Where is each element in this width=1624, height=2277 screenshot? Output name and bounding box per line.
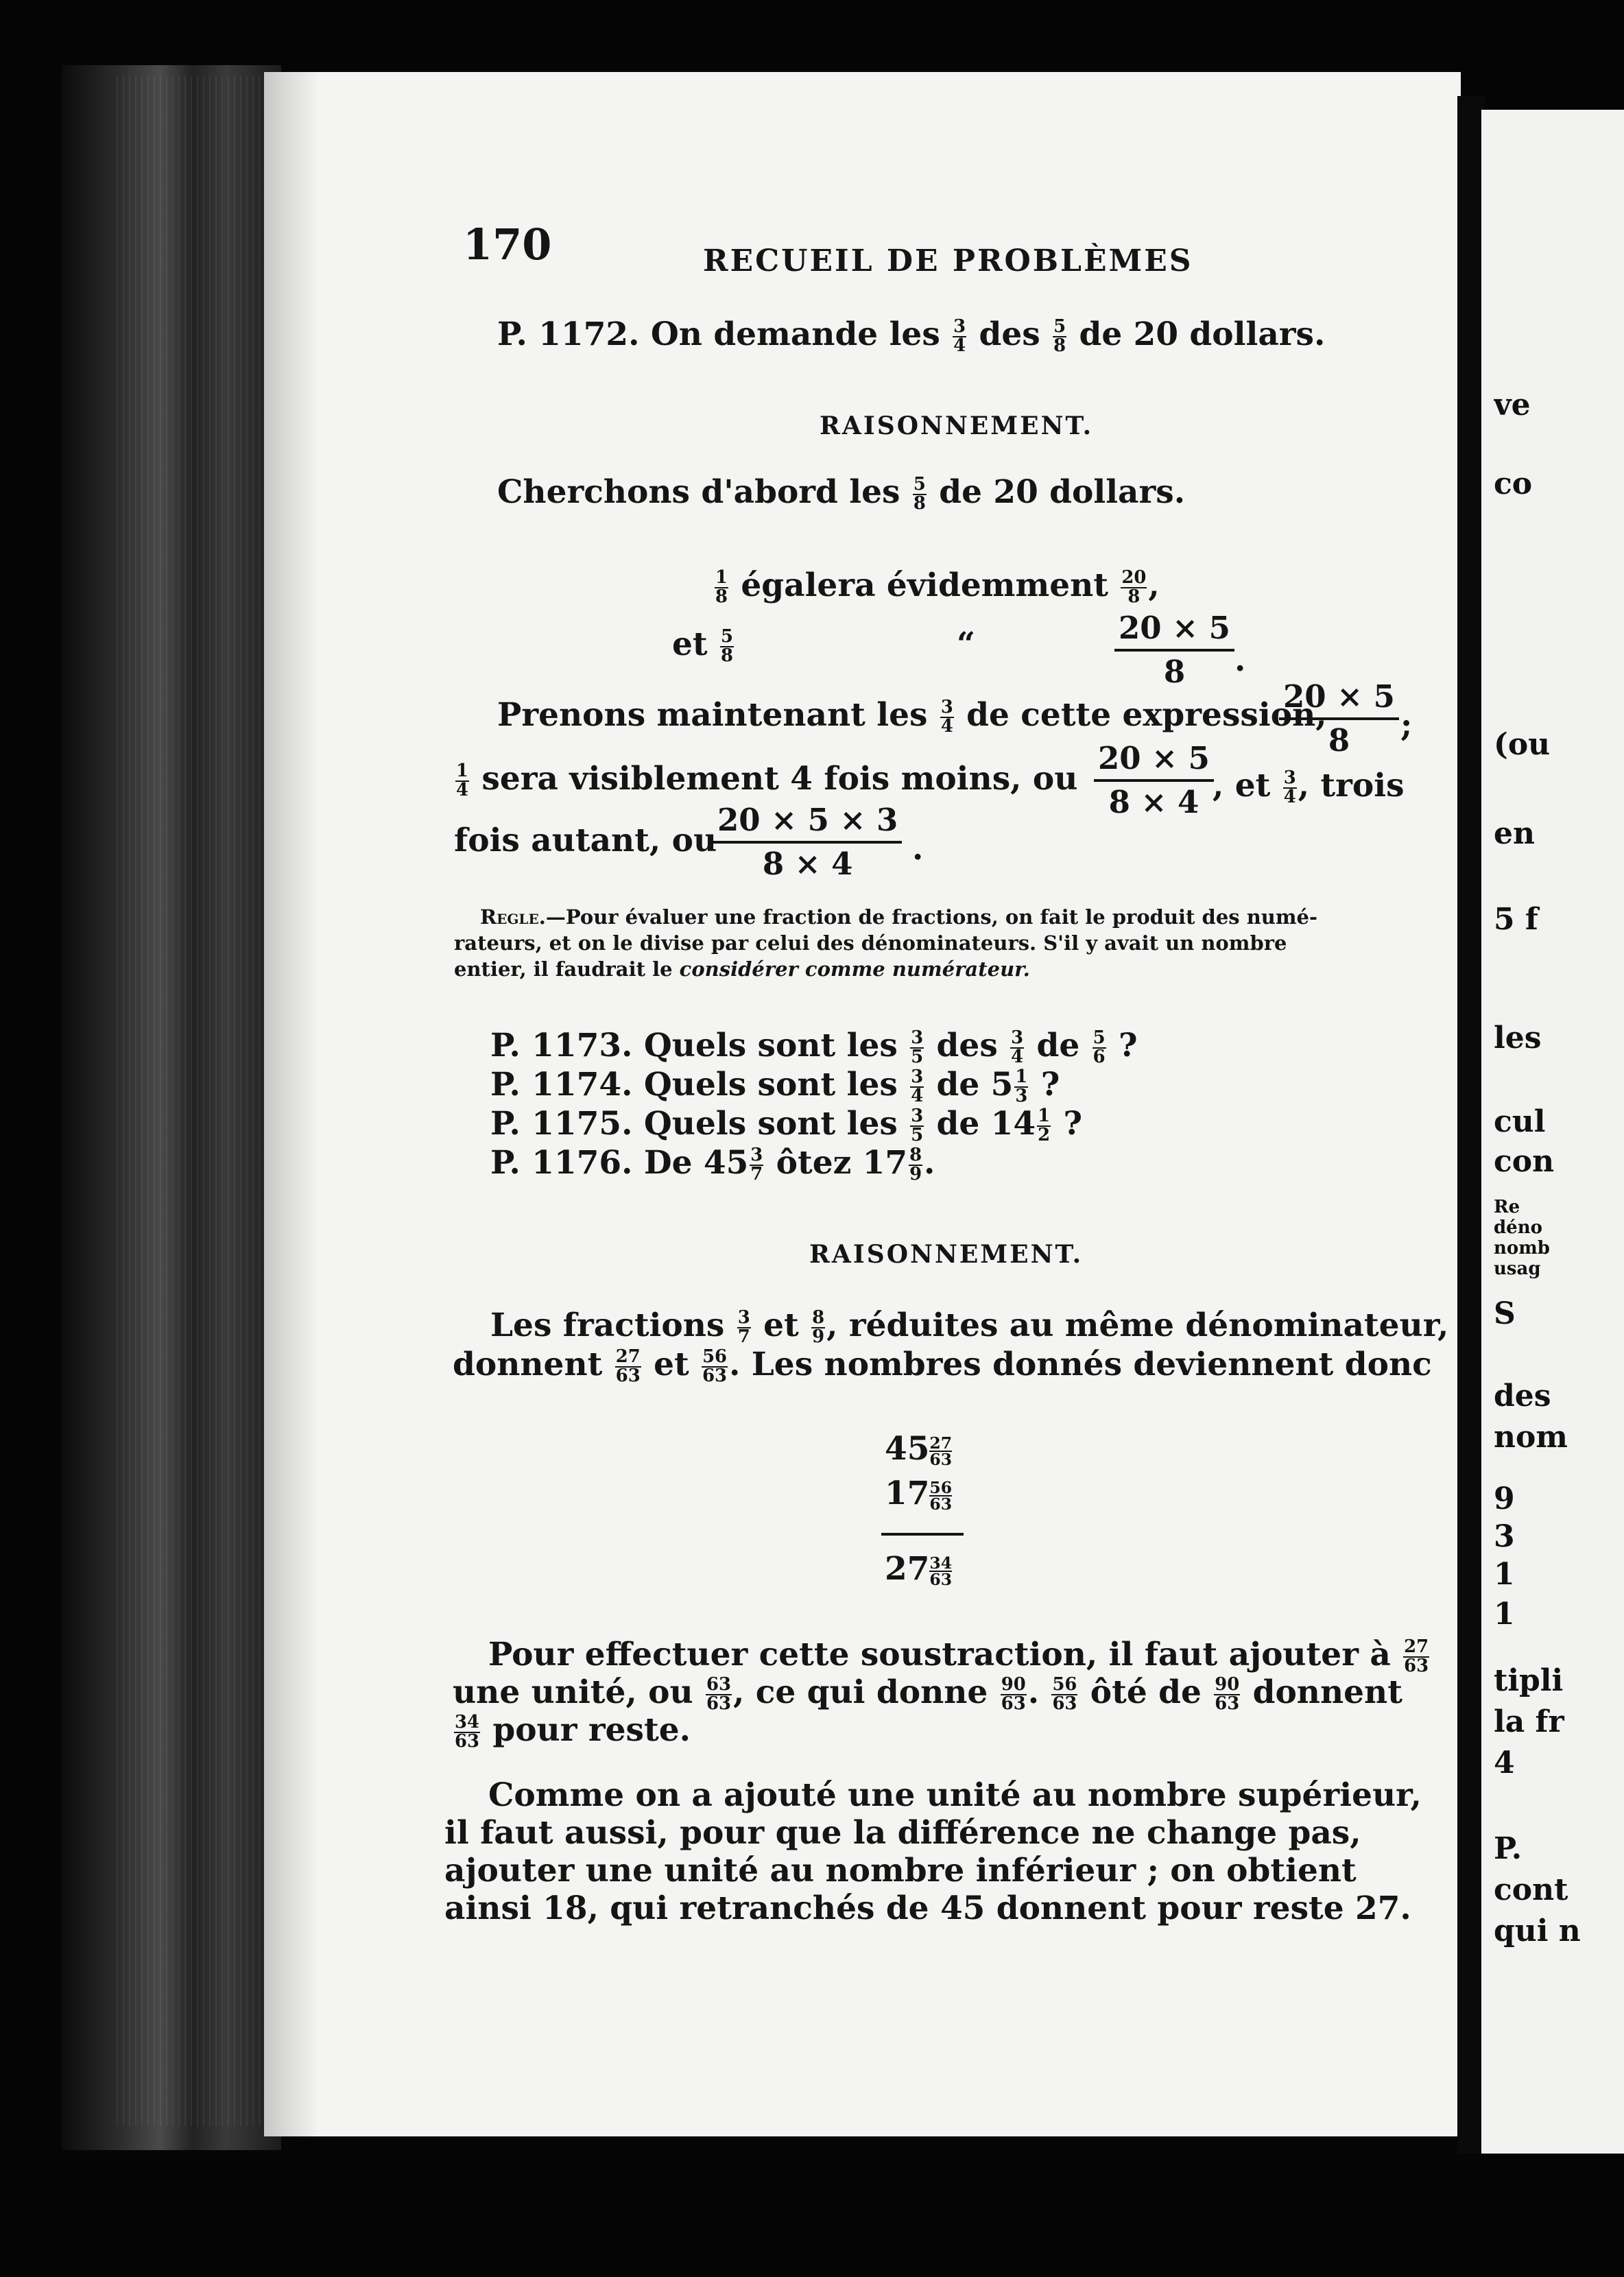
fraction: $\frac{20}{8}$ (1121, 567, 1147, 607)
fraction: $\frac{3}{7}$ (750, 1145, 763, 1184)
fraction: $\frac{3}{4}$ (911, 1066, 924, 1106)
rule-note-line-2: rateurs, et on le divise par celui des dénominateurs. S'il y avait un nombre (454, 931, 1287, 955)
fraction: $\frac{5}{6}$ (1092, 1027, 1106, 1067)
fraction: $\frac{8}{9}$ (812, 1307, 825, 1347)
fraction: $\frac{8}{9}$ (909, 1145, 922, 1184)
page-shadow (264, 72, 319, 2136)
fraction: $\frac{1}{4}$ (456, 761, 468, 800)
fragment-line: ve (1494, 388, 1531, 422)
fraction: $\frac{56}{63}$ (702, 1346, 728, 1386)
fraction: $\frac{1}{8}$ (715, 567, 728, 607)
punctuation: . (1234, 641, 1246, 679)
fraction: $\frac{90}{63}$ (1001, 1674, 1026, 1714)
paragraph-pour-effectuer-line-2: une unité, ou $\frac{63}{63}$ , ce qui donne $\frac{90}{63}$ . $\frac{56}{63}$ ôté de $\frac{90}{63}$ donnent (453, 1673, 1402, 1714)
fraction: $\frac{3}{4}$ (940, 697, 953, 737)
fragment-line: cont (1494, 1872, 1568, 1907)
problem-1173: P. 1173. Quels sont les $\frac{3}{5}$ des $\frac{3}{4}$ de $\frac{5}{6}$ ? (490, 1027, 1138, 1067)
fragment-line: qui n (1494, 1914, 1581, 1948)
fragment-line: 5 f (1494, 902, 1538, 937)
problem-1174: P. 1174. Quels sont les $\frac{3}{4}$ de 5 $\frac{1}{3}$ ? (490, 1066, 1060, 1106)
fragment-line: cul (1494, 1104, 1546, 1139)
fraction: $\frac{3}{4}$ (1283, 767, 1296, 807)
page-edges (117, 75, 274, 2126)
punctuation: ; (1400, 706, 1413, 744)
fragment-line: Re (1494, 1197, 1520, 1217)
rule-note-line-3: entier, il faudrait le considérer comme numérateur. (454, 957, 1030, 981)
problem-1172 (497, 315, 1325, 355)
running-head: RECUEIL DE PROBLÈMES (703, 243, 1193, 278)
book-gutter (1457, 96, 1485, 2154)
fragment-line: nom (1494, 1420, 1568, 1455)
paragraph-comme-line-3: ajouter une unité au nombre inférieur ; on obtient (444, 1852, 1357, 1889)
fraction: $\frac{1}{3}$ (1015, 1066, 1028, 1106)
fraction: $\frac{56}{63}$ (929, 1477, 953, 1514)
fragment-line: 1 (1494, 1557, 1515, 1592)
rule-note-line-1: Regle.—Pour évaluer une fraction de fractions, on fait le produit des numé- (480, 905, 1318, 929)
fraction: $\frac{3}{4}$ (953, 316, 966, 356)
paragraph-cherchons: Cherchons d'abord les $\frac{5}{8}$ de 20 dollars. (497, 473, 1186, 514)
fragment-line: con (1494, 1144, 1555, 1179)
fraction: $\frac{5}{8}$ (913, 474, 926, 514)
fragment-line: (ou (1494, 727, 1551, 762)
paragraph-les-fractions-line-2: donnent $\frac{27}{63}$ et $\frac{56}{63}$ . Les nombres donnés deviennent donc (453, 1346, 1432, 1386)
right-page-fragment (1494, 0, 1624, 2277)
fraction: $\frac{27}{63}$ (929, 1433, 953, 1469)
problem-text: On demande les (650, 315, 940, 353)
paragraph-comme-line-2: il faut aussi, pour que la différence ne change pas, (444, 1814, 1361, 1852)
fraction: $\frac{3}{5}$ (911, 1027, 924, 1067)
fraction-20x5-over-8: $\frac{20 \times 5}{8}$ (1279, 679, 1399, 759)
line-sera: $\frac{1}{4}$ sera visiblement 4 fois moins, ou (456, 760, 1078, 800)
fraction: $\frac{56}{63}$ (1052, 1674, 1077, 1714)
line-et: et $\frac{5}{8}$ (672, 625, 733, 666)
fragment-line: usag (1494, 1259, 1541, 1279)
fraction-20x5-over-8x4: $\frac{20 \times 5}{8 \times 4}$ (1094, 741, 1214, 820)
fraction: $\frac{3}{5}$ (911, 1106, 924, 1145)
paragraph-prenons: Prenons maintenant les $\frac{3}{4}$ de cette expression, (497, 696, 1327, 737)
line-fois-autant: fois autant, ou (454, 822, 717, 859)
fraction: $\frac{27}{63}$ (615, 1346, 641, 1386)
problem-1176: P. 1176. De 45 $\frac{3}{7}$ ôtez 17 $\frac{8}{9}$ . (490, 1144, 935, 1184)
fraction: $\frac{5}{8}$ (721, 626, 733, 666)
paragraph-comme-line-4: ainsi 18, qui retranchés de 45 donnent pour reste 27. (444, 1889, 1411, 1927)
paragraph-les-fractions-line-1: Les fractions $\frac{3}{7}$ et $\frac{8}{9}$ , réduites au même dénominateur, (490, 1307, 1449, 1347)
fraction: $\frac{34}{63}$ (455, 1712, 479, 1752)
section-heading: RAISONNEMENT. (809, 1240, 1084, 1269)
fragment-line: 1 (1494, 1597, 1515, 1632)
paragraph-pour-effectuer-line-1: Pour effectuer cette soustraction, il faut ajouter à $\frac{27}{63}$ (488, 1636, 1429, 1676)
fraction-20x5-over-8: $\frac{20 \times 5}{8}$ (1114, 610, 1234, 690)
fraction: $\frac{3}{7}$ (737, 1307, 750, 1347)
fragment-line: S (1494, 1296, 1516, 1331)
problem-1175: P. 1175. Quels sont les $\frac{3}{5}$ de 14 $\frac{1}{2}$ ? (490, 1105, 1082, 1145)
fraction: $\frac{90}{63}$ (1215, 1674, 1240, 1714)
fragment-line: 4 (1494, 1745, 1515, 1780)
fragment-line: tipli (1494, 1663, 1564, 1698)
fragment-line: 9 (1494, 1481, 1515, 1516)
fraction: $\frac{1}{2}$ (1038, 1106, 1051, 1145)
fragment-line: nomb (1494, 1238, 1550, 1259)
problem-text: des (979, 315, 1040, 353)
paragraph-pour-effectuer-line-3: $\frac{34}{63}$ pour reste. (455, 1711, 691, 1752)
fraction: $\frac{63}{63}$ (706, 1674, 732, 1714)
problem-label: P. 1172. (497, 315, 640, 353)
section-heading: RAISONNEMENT. (820, 412, 1094, 440)
ditto-mark: “ (957, 625, 976, 663)
subtraction-rule (881, 1533, 964, 1536)
subtraction-minuend: 45 $\frac{27}{63}$ (885, 1430, 953, 1469)
fragment-line: P. (1494, 1831, 1522, 1866)
line-egalera: $\frac{1}{8}$ égalera évidemment $\frac{20}{8}$ , (715, 567, 1160, 607)
fragment-line: des (1494, 1379, 1551, 1414)
page-number: 170 (463, 219, 552, 270)
fragment-line: co (1494, 466, 1533, 501)
fragment-line: les (1494, 1021, 1542, 1056)
fraction: $\frac{5}{8}$ (1053, 316, 1066, 356)
fraction: $\frac{27}{63}$ (1404, 1636, 1429, 1676)
fraction: $\frac{34}{63}$ (929, 1553, 953, 1589)
fragment-line: déno (1494, 1217, 1542, 1238)
fragment-line: la fr (1494, 1704, 1564, 1739)
subtraction-result: 27 $\frac{34}{63}$ (885, 1550, 953, 1589)
fragment-line: 3 (1494, 1519, 1515, 1554)
fraction-20x5x3-over-8x4: $\frac{20 \times 5 \times 3}{8 \times 4}$ (713, 802, 902, 882)
paragraph-comme-line-1: Comme on a ajouté une unité au nombre supérieur, (488, 1776, 1422, 1814)
fraction: $\frac{3}{4}$ (1011, 1027, 1024, 1067)
problem-text: de 20 dollars. (1079, 315, 1326, 353)
subtraction-subtrahend: 17 $\frac{56}{63}$ (885, 1475, 953, 1514)
line-sera-tail: , et $\frac{3}{4}$ , trois (1213, 767, 1405, 807)
punctuation: . (912, 830, 924, 868)
fragment-line: en (1494, 816, 1535, 851)
